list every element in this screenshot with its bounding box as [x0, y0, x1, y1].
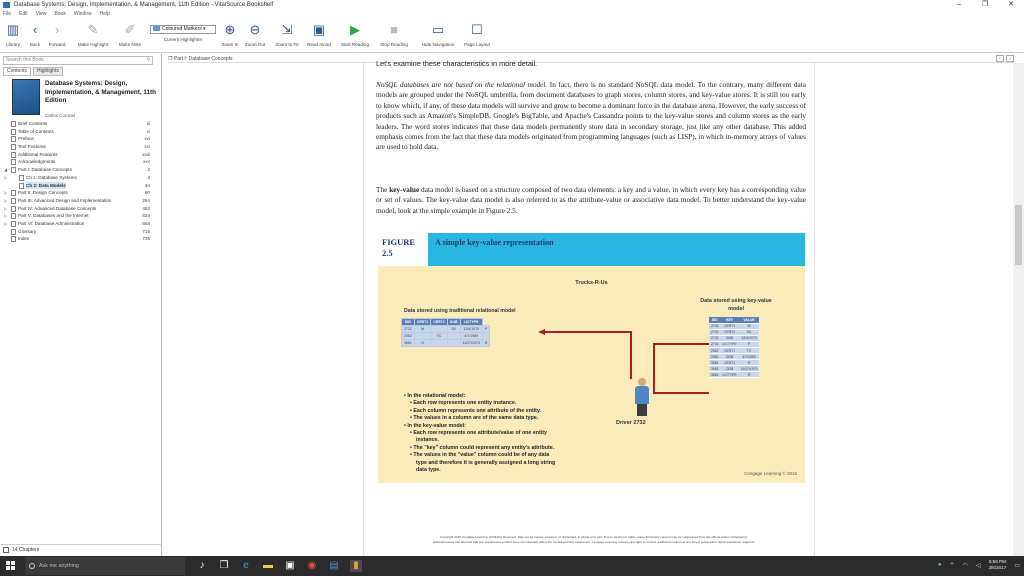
toc-item[interactable]: [4, 135, 154, 143]
page-icon: [11, 229, 16, 235]
toc-item-label: Ch 1: Database Systems: [26, 174, 77, 180]
book-author: Carlos Coronel: [45, 113, 76, 118]
table-cell: 3681: [711, 366, 719, 371]
note-icon: ✐: [124, 22, 136, 37]
bullet-item: • Each row represents one attribute/value of one entity: [410, 430, 547, 437]
table-cell: DOB: [721, 335, 739, 341]
toc-item[interactable]: [4, 220, 154, 228]
column-header: LICTYPE: [460, 319, 482, 326]
hide-navigation-button[interactable]: ▭ Hide Navigation: [421, 22, 455, 47]
toc-item[interactable]: [4, 189, 154, 197]
toc-item-label: Acknowledgments: [18, 159, 56, 165]
scrollbar-thumb[interactable]: [1015, 205, 1022, 265]
arrow-line: [545, 331, 632, 333]
figure-notes: [404, 393, 604, 474]
table-cell: 2562: [711, 348, 719, 353]
table-cell: 3681: [402, 340, 415, 347]
toc-item-label: Glossary: [18, 228, 37, 234]
connector-line: [653, 343, 655, 393]
table-cell: CERT1: [721, 347, 739, 353]
maximize-button[interactable]: ❐: [981, 1, 989, 8]
expand-icon[interactable]: ▷: [4, 213, 8, 219]
zoom-out-button[interactable]: ⊖ Zoom Out: [244, 22, 266, 47]
column-header: VALUE: [739, 317, 760, 323]
bullet-item: • Each column represents one attribute of the entity.: [410, 407, 541, 414]
toc-item-page: 668: [142, 220, 150, 226]
table-cell: M: [414, 326, 430, 333]
table-cell: [447, 333, 460, 340]
toc-item[interactable]: [4, 205, 154, 213]
toc-item-label: Text Features: [18, 144, 46, 150]
taskbar-apps: [196, 560, 362, 572]
system-tray: [938, 559, 1020, 571]
menu-help[interactable]: Help: [99, 11, 110, 17]
table-cell: 2732: [402, 326, 415, 333]
table-cell: SX: [739, 329, 760, 335]
vertical-scrollbar[interactable]: [1013, 63, 1024, 556]
window-titlebar: [0, 0, 1024, 10]
zoom-fit-icon: ⇲: [281, 22, 293, 37]
expand-icon[interactable]: ▷: [4, 190, 8, 196]
page-icon: [11, 190, 16, 196]
table-cell: LICTYPE: [722, 342, 737, 347]
forward-button[interactable]: › Forward: [48, 22, 66, 47]
paragraph-lead: NoSQL databases are not based on the relational model.: [376, 80, 548, 89]
toc-item-page: 4: [147, 174, 150, 180]
table-cell: SX: [447, 326, 460, 333]
zoom-to-fit-button[interactable]: ⇲ Zoom to Fit: [275, 22, 299, 47]
start-reading-button[interactable]: ▶ Start Reading: [340, 22, 370, 47]
microphone-icon[interactable]: ♪: [199, 560, 205, 571]
table-cell: 2732: [711, 342, 719, 347]
book-title: Database Systems: Design, Implementation, & Management, 11th Edition: [45, 80, 156, 104]
toc-item[interactable]: [4, 212, 154, 220]
window-controls: [946, 0, 1024, 10]
back-button[interactable]: ‹ Back: [26, 22, 44, 52]
color-swatch: [153, 26, 160, 31]
navigation-pane: [0, 54, 162, 556]
bullet-item: • The values in the "value" column could be of any data: [410, 452, 550, 459]
table-cell: 2732: [711, 336, 719, 341]
expand-icon[interactable]: ▷: [4, 205, 8, 211]
column-header: CERT1: [414, 319, 430, 326]
toc-item-label: Table of Contents: [18, 128, 54, 134]
tray-overflow-icon[interactable]: ⌃: [949, 562, 955, 569]
toolbar-ribbon: [0, 19, 1024, 53]
make-note-button[interactable]: ✐ Make Note: [118, 22, 142, 47]
toc-item-page: 294: [142, 197, 150, 203]
table-cell: LICTYPE: [722, 372, 737, 377]
page-icon: [11, 121, 16, 127]
play-icon: ▶: [350, 22, 360, 37]
menu-view[interactable]: View: [35, 11, 47, 17]
toc-item[interactable]: [4, 143, 154, 151]
book-page: [363, 59, 815, 556]
page-icon: [11, 206, 16, 212]
toc-item-page: xxv: [143, 159, 150, 165]
table-cell: 12/4/1970: [739, 335, 760, 341]
table-cell: 3681: [711, 372, 719, 377]
highlighter-icon: ✎: [87, 22, 99, 37]
toc-item-page: iii: [146, 121, 150, 126]
figure-header: [378, 233, 805, 266]
relational-table: [401, 318, 490, 347]
toc-item-page: 715: [142, 228, 150, 234]
driver-figure: [632, 378, 652, 416]
toc-item-page: 624: [142, 213, 150, 219]
clipped-heading: Let's examine these characteristics in more detail.: [376, 59, 538, 68]
page-icon: [19, 175, 24, 181]
kv-heading: Data stored using key-value model: [700, 298, 772, 312]
table-cell: [482, 333, 490, 340]
minimize-button[interactable]: –: [957, 1, 961, 8]
expand-icon[interactable]: ◢: [4, 167, 8, 173]
store-icon[interactable]: ▣: [285, 560, 295, 571]
table-cell: P: [739, 341, 760, 347]
page-icon: [11, 213, 16, 219]
bookshelf-app-icon[interactable]: ▮: [350, 560, 362, 572]
bullet-item: • The values in a column are of the same data type.: [410, 415, 539, 422]
menu-file[interactable]: File: [3, 11, 12, 17]
paragraph-body: In fact, there is no standard NoSQL data model. To the contrary, many different data models are grouped under the NoSQL umbrella, from document databases to graph stores, column stores, and key-value stores. It is still too early to know which, if any, of these data models will survive and grow to become a dominant force in the database arena. However, the early success of products such as Amazon's SimpleDB, Google's BigTable, and Apache's Cassandra points to the key-value stores and column stores as the early leaders. The word stores indicates that these data models permanently store data in secondary storage, just like any other database. This added emphasis comes from the fact that these data models originated from programming languages (such as LISP), in which in-memory arrays of values are used to hold data.: [376, 80, 806, 152]
arrow-head: [538, 329, 545, 335]
nav-tabs: [3, 67, 63, 76]
table-cell: H: [414, 340, 430, 347]
prev-page-icon[interactable]: ‹: [996, 55, 1004, 62]
app-icon: [3, 2, 10, 8]
table-cell: DOB: [721, 366, 739, 372]
book-search-input[interactable]: Search this Book ⚲: [3, 56, 153, 65]
toc-item-label: Part VI: Database Administration: [18, 220, 85, 226]
toc-item-page: xxi: [144, 144, 150, 150]
clock[interactable]: 5:56 PM 3/6/2017: [988, 559, 1007, 570]
taskbar: [0, 556, 1024, 576]
page-icon: [11, 152, 16, 158]
panel-icon: ▭: [431, 22, 445, 37]
menu-book[interactable]: Book: [54, 11, 66, 17]
chrome-icon[interactable]: ◉: [307, 560, 317, 571]
toc-item-label: Part II: Design Concepts: [18, 190, 68, 196]
table-header: [402, 319, 490, 326]
page-layout-button[interactable]: ☐ Page Layout: [464, 22, 490, 47]
zoom-in-button[interactable]: ⊕ Zoom In: [221, 22, 239, 47]
start-button[interactable]: [6, 561, 16, 571]
driver-label: Driver 2732: [616, 420, 646, 426]
toc-item[interactable]: [4, 120, 154, 128]
stop-icon: ■: [390, 22, 398, 37]
page-icon: [11, 136, 16, 142]
table-cell: 12/4/1970: [460, 326, 482, 333]
table-cell: [414, 333, 430, 340]
table-cell: DOB: [721, 354, 739, 360]
page-icon: [11, 167, 16, 173]
bullet-item: data type.: [416, 467, 441, 474]
connector-line: [653, 343, 709, 345]
close-button[interactable]: ✕: [1008, 1, 1014, 8]
chapters-icon: [3, 547, 9, 553]
column-header: CERT2: [431, 319, 447, 326]
toc-item-page: vi: [146, 128, 150, 134]
paragraph-lead: The: [376, 185, 390, 194]
edge-browser-icon[interactable]: e: [243, 560, 249, 571]
file-explorer-icon[interactable]: ▬: [263, 560, 273, 571]
tab-highlights[interactable]: Highlights: [33, 67, 63, 76]
paragraph-nosql: [376, 80, 806, 153]
toc-item-label: Brief Contents: [18, 121, 48, 126]
table-cell: R: [482, 340, 490, 347]
figure-copyright: Cengage Learning © 2015: [744, 471, 797, 476]
page-icon: [11, 129, 16, 135]
table-cell: 11/27/1973: [460, 340, 482, 347]
toc-item[interactable]: [4, 174, 154, 182]
menu-window[interactable]: Window: [73, 11, 92, 17]
menu-edit[interactable]: Edit: [19, 11, 28, 17]
table-cell: 2562: [402, 333, 415, 340]
table-cell: 2732: [711, 324, 719, 329]
page-footer: Copyright 2015 Cengage Learning. All Rights Reserved. May not be copied, scanned, or duplicated, in whole or in part. Due to electronic rights, some third party content may be suppressed from the eBook and/or eChapter(s). Editorial review has deemed that any suppressed content does not materially affect the overall learning experience. Cengage Learning reserves the right to remove additional content at any time if subsequent rights restrictions require it.: [433, 535, 755, 544]
toc-item-label: Part III: Advanced Design and Implementation: [18, 197, 112, 203]
toc-item-label: Part I: Database Concepts: [18, 167, 72, 173]
relational-heading: Data stored using traditional relational model: [404, 308, 516, 314]
library-button[interactable]: ▥ Library: [5, 22, 21, 47]
toc-item[interactable]: [4, 197, 154, 205]
table-cell: TC: [431, 333, 447, 340]
breadcrumb-icon: ❐: [168, 56, 174, 62]
wifi-icon[interactable]: ◠: [962, 562, 968, 569]
chapters-footer[interactable]: 14 Chapters: [0, 544, 162, 554]
tab-contents[interactable]: Contents: [3, 67, 31, 76]
next-page-icon[interactable]: ›: [1006, 55, 1014, 62]
back-arrow-icon: ‹: [32, 22, 38, 37]
book-info: [12, 79, 160, 119]
table-cell: [431, 340, 447, 347]
toc-item[interactable]: [4, 158, 154, 166]
page-layout-icon: ☐: [471, 22, 483, 37]
column-header: DOB: [447, 319, 460, 326]
table-of-contents: [4, 120, 154, 243]
toc-item-label: Part V: Databases and the Internet: [18, 213, 89, 219]
toc-item-page: xxiii: [142, 151, 150, 157]
toc-item-label: Part IV: Advanced Database Concepts: [18, 205, 97, 211]
page-icon: [11, 236, 16, 242]
connector-line: [630, 331, 632, 379]
toc-item[interactable]: [4, 151, 154, 159]
expand-icon[interactable]: ▷: [4, 220, 8, 226]
table-cell: 2732: [711, 330, 719, 335]
table-row: [402, 340, 490, 347]
toc-item-page: 60: [144, 190, 150, 196]
table-cell: M: [739, 323, 760, 329]
table-cell: 2562: [711, 354, 719, 359]
table-cell: 3681: [711, 360, 719, 365]
expand-icon[interactable]: ▷: [4, 197, 8, 203]
make-highlight-button[interactable]: ✎ Make Highlight: [77, 22, 109, 47]
page-icon: [11, 159, 16, 165]
toc-item[interactable]: [4, 166, 154, 174]
toc-item-label: Ch 2: Data Models: [26, 182, 66, 188]
toc-item-page: 735: [142, 236, 150, 242]
bullet-item: instance.: [416, 437, 439, 444]
column-header: DID: [709, 317, 721, 323]
column-header: DID: [402, 319, 415, 326]
bullet-item: • In the key-value model:: [404, 422, 466, 429]
bullet-item: • In the relational model:: [404, 393, 466, 399]
action-center-icon[interactable]: ▭: [1014, 562, 1020, 569]
network-status-icon[interactable]: ●: [937, 562, 942, 568]
zoom-in-icon: ⊕: [224, 22, 236, 37]
page-icon: [11, 144, 16, 150]
table-cell: 4/7/1969: [739, 354, 760, 360]
menu-bar: [0, 10, 1024, 19]
vitalsource-app-icon[interactable]: ▤: [329, 560, 339, 571]
search-icon[interactable]: ⚲: [146, 57, 150, 63]
table-cell: [431, 326, 447, 333]
table-cell: [447, 340, 460, 347]
table-cell: CERT1: [721, 360, 739, 366]
toc-item[interactable]: [4, 235, 154, 243]
book-cover: [12, 79, 40, 115]
table-cell: CERT2: [721, 329, 739, 335]
column-header: KEY: [721, 317, 739, 323]
figure-body: [378, 266, 805, 483]
read-aloud-button[interactable]: ▣ Read Aloud: [307, 22, 331, 47]
toc-item-page: 2: [147, 167, 150, 173]
table-row: [402, 333, 490, 340]
toc-item-label: Additional Features: [18, 151, 58, 157]
volume-icon[interactable]: ◁: [975, 562, 981, 569]
table-cell: 4/7/1969: [460, 333, 482, 340]
stop-reading-button[interactable]: ■ Stop Reading: [380, 22, 408, 47]
paragraph-body: data model is based on a structure composed of two data elements: a key and a value, in which every key has a corresponding value or set of values. The key-value data model is also referred to as the attribute-value or associative data model. To better understand the key-value model, look at the simple example in Figure 2.5.: [376, 185, 807, 215]
zoom-out-icon: ⊖: [249, 22, 261, 37]
forward-arrow-icon: ›: [54, 22, 60, 37]
table-cell: TC: [739, 347, 760, 353]
bullet-item: • The "key" column could represent any entity's attribute.: [410, 444, 555, 451]
key-term: key-value: [389, 185, 420, 194]
window-title: Database Systems: Design, Implementation, & Management, 11th Edition - VitalSource Bookshelf: [14, 2, 274, 8]
toc-item-page: xvi: [144, 136, 150, 142]
toc-item-page: 452: [142, 205, 150, 211]
figure-label: FIGURE 2.5: [378, 233, 428, 266]
table-cell: CERT1: [721, 323, 739, 329]
breadcrumb: ❐ Part I: Database Concepts: [168, 55, 1014, 63]
connector-line: [653, 392, 709, 394]
cortana-icon: [29, 563, 35, 569]
library-icon: ▥: [6, 22, 20, 37]
toc-item[interactable]: [4, 182, 154, 190]
kv-table: [709, 317, 759, 378]
table-row: [402, 326, 490, 333]
task-view-icon[interactable]: ❐: [219, 560, 229, 571]
page-nav: [996, 55, 1014, 62]
toc-item-label: Index: [18, 236, 30, 242]
table-row: [709, 372, 759, 378]
company-label: Trucks-R-Us: [575, 280, 608, 286]
paragraph-key-value: [376, 185, 806, 216]
read-aloud-icon: ▣: [312, 22, 326, 37]
expand-icon[interactable]: ▷: [4, 174, 8, 180]
bullet-item: • Each row represents one entity instance.: [410, 400, 517, 407]
table-cell: P: [482, 326, 490, 333]
table-cell: H: [739, 360, 760, 366]
toc-item[interactable]: [4, 228, 154, 236]
toc-item-page: 34: [144, 182, 150, 188]
current-highlighter-label: Current Highlighter: [163, 37, 203, 42]
page-icon: [11, 198, 16, 204]
page-icon: [19, 183, 24, 189]
toc-item-label: Preface: [18, 136, 34, 142]
table-cell: R: [739, 372, 760, 378]
toc-item[interactable]: [4, 128, 154, 136]
page-icon: [11, 221, 16, 227]
figure-title: A simple key-value representation: [435, 238, 554, 247]
bullet-item: type and therefore it is generally assigned a long string: [416, 459, 556, 466]
table-cell: 11/27/1973: [740, 366, 758, 371]
highlighter-select[interactable]: Coloured Markers ▾: [150, 25, 216, 34]
taskbar-search-input[interactable]: Ask me anything: [25, 557, 185, 575]
